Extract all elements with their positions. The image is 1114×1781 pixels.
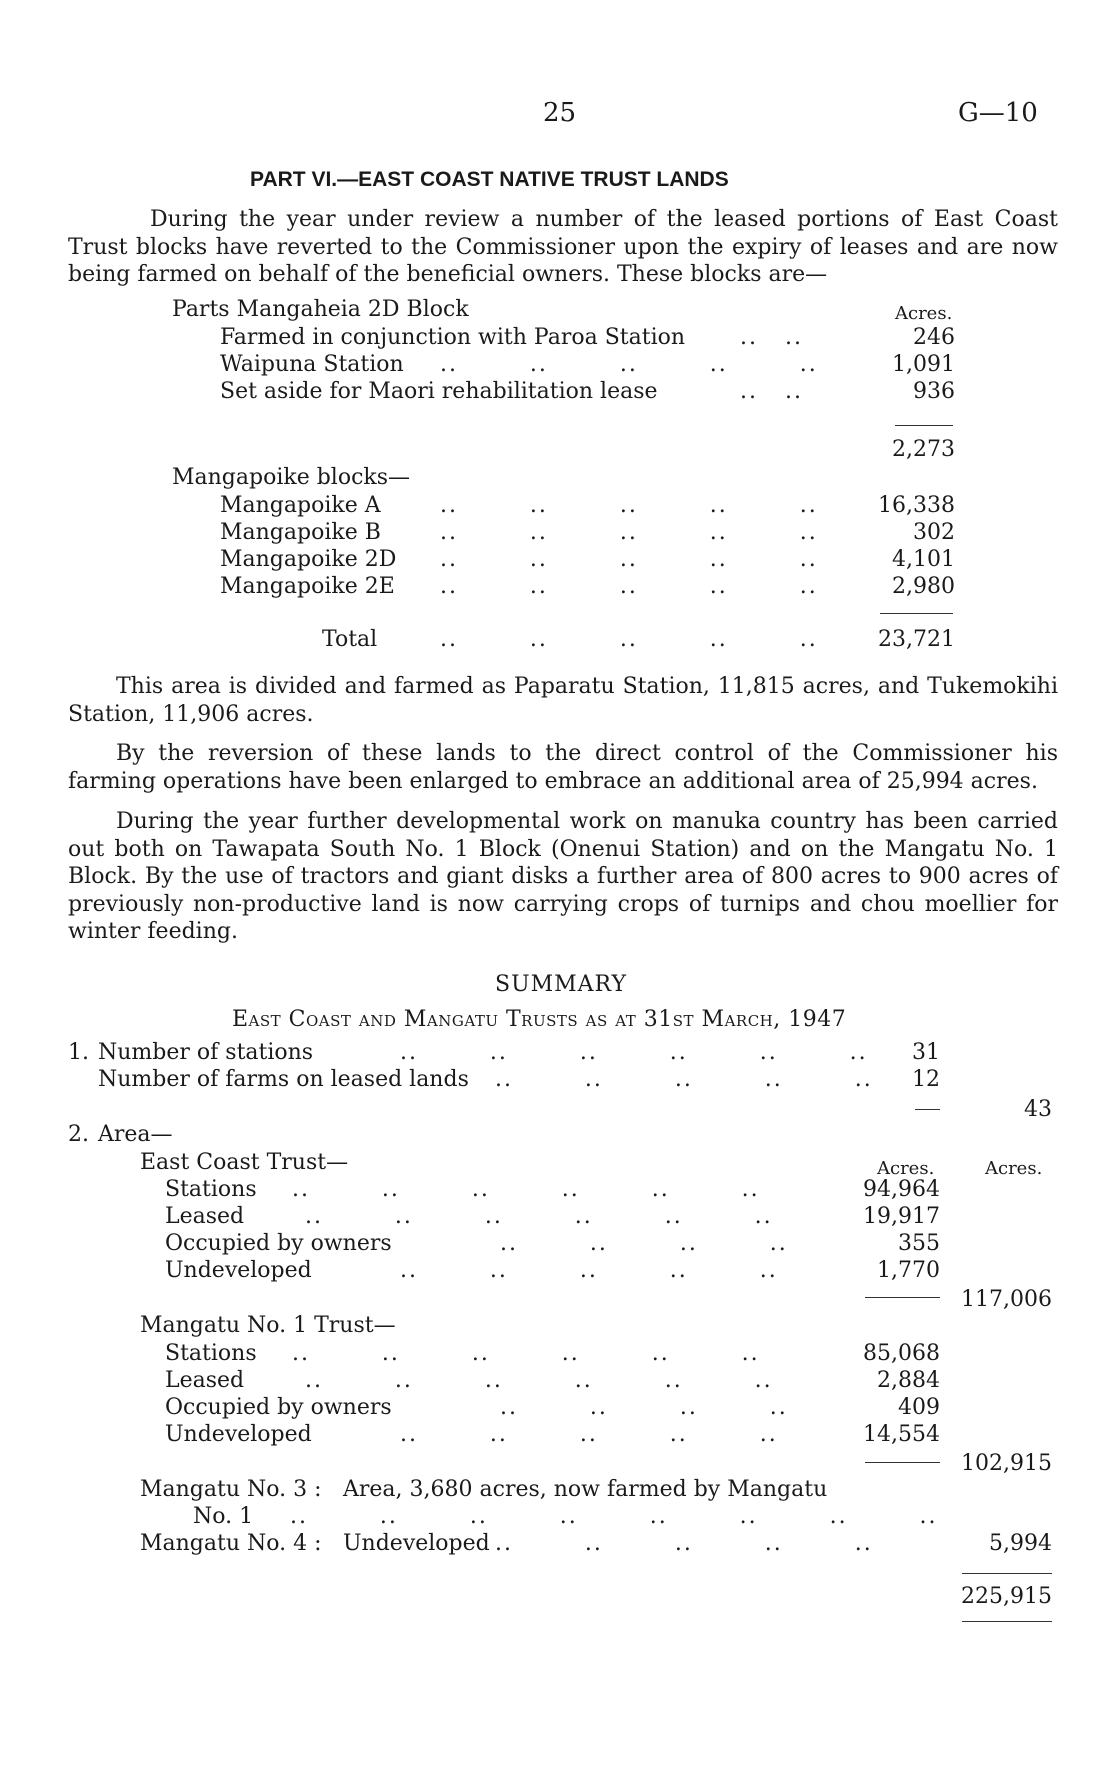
section-title: PART VI.—EAST COAST NATIVE TRUST LANDS xyxy=(250,168,729,191)
group1-row-label: Farmed in conjunction with Paroa Station xyxy=(220,325,686,350)
mangatu1-row-value: 14,554 xyxy=(863,1422,940,1447)
group2-row-label: Mangapoike A xyxy=(220,493,381,518)
item1-row-label: Number of stations xyxy=(98,1040,314,1065)
leader-dots: .. .. xyxy=(740,325,803,350)
mangatu1-row-label: Stations xyxy=(165,1341,257,1366)
subtotal-rule xyxy=(895,425,953,426)
east-coast-row-label: Leased xyxy=(165,1204,245,1229)
mangatu1-row-label: Undeveloped xyxy=(165,1422,312,1447)
leader-dots: .. .. .. .. .. .. xyxy=(305,1368,773,1393)
leader-dots: .. .. .. .. .. xyxy=(495,1531,873,1556)
group2-row-value: 16,338 xyxy=(878,493,955,518)
total-label: Total xyxy=(322,627,378,652)
leader-dots: .. .. .. .. xyxy=(500,1231,788,1256)
group2-row-label: Mangapoike 2E xyxy=(220,574,395,599)
summary-subheading: East Coast and Mangatu Trusts as at 31st March, 1947 xyxy=(232,1007,847,1032)
mangatu3-description: Area, 3,680 acres, now farmed by Mangatu xyxy=(343,1477,828,1502)
group2-row-label: Mangapoike B xyxy=(220,520,381,545)
item1-row-label: Number of farms on leased lands xyxy=(98,1067,469,1092)
col2-header: Acres. xyxy=(985,1158,1043,1179)
east-coast-total: 117,006 xyxy=(961,1287,1052,1312)
group2-row-value: 4,101 xyxy=(892,547,955,572)
mangatu4-description: Undeveloped xyxy=(343,1531,490,1556)
east-coast-row-value: 94,964 xyxy=(863,1177,940,1202)
subtotal-rule xyxy=(865,1297,940,1298)
group1-row-value: 246 xyxy=(913,325,955,350)
group1-row-value: 936 xyxy=(913,379,955,404)
item2-label: Area— xyxy=(98,1122,173,1147)
group2-row-value: 2,980 xyxy=(892,574,955,599)
summary-heading: SUMMARY xyxy=(495,972,627,997)
col1-header: Acres. xyxy=(877,1158,935,1179)
leader-dots: .. .. .. .. .. .. xyxy=(292,1341,760,1366)
leader-dots: .. .. xyxy=(740,379,803,404)
mangatu1-total: 102,915 xyxy=(961,1451,1052,1476)
leader-dots: .. .. .. .. .. .. xyxy=(292,1177,760,1202)
total-rule xyxy=(880,613,953,614)
mangatu1-row-label: Occupied by owners xyxy=(165,1395,392,1420)
grand-total: 225,915 xyxy=(961,1584,1052,1609)
leader-dots: .. .. .. .. .. xyxy=(440,627,818,652)
group2-heading: Mangapoike blocks— xyxy=(172,465,411,490)
group1-heading: Parts Mangaheia 2D Block xyxy=(172,297,469,322)
acres-header: Acres. xyxy=(895,303,953,324)
subtotal-rule xyxy=(865,1462,940,1463)
east-coast-row-value: 19,917 xyxy=(863,1204,940,1229)
east-coast-row-label: Undeveloped xyxy=(165,1258,312,1283)
east-coast-row-value: 1,770 xyxy=(877,1258,940,1283)
grand-total-rule xyxy=(962,1573,1052,1574)
mangatu4-label: Mangatu No. 4 : xyxy=(140,1531,322,1556)
item1-row-value: 31 xyxy=(912,1040,940,1065)
leader-dots: .. .. .. .. .. .. .. .. xyxy=(290,1504,938,1529)
leader-dots: .. .. .. .. .. xyxy=(440,493,818,518)
leader-dots: .. .. .. .. .. xyxy=(495,1067,873,1092)
east-coast-heading: East Coast Trust— xyxy=(140,1150,349,1175)
group2-row-label: Mangapoike 2D xyxy=(220,547,397,572)
leader-dots: .. .. .. .. .. xyxy=(400,1258,778,1283)
mangatu1-row-value: 409 xyxy=(898,1395,940,1420)
page-number: 25 xyxy=(543,98,577,128)
group1-row-value: 1,091 xyxy=(892,352,955,377)
mangatu3-label: Mangatu No. 3 : xyxy=(140,1477,322,1502)
paragraph: By the reversion of these lands to the direct control of the Commissioner his farming operations have been enlarged to embrace an additional area of 25,994 acres. xyxy=(68,741,1058,794)
leader-dots: .. .. .. .. .. .. xyxy=(400,1040,868,1065)
item-number: 2. xyxy=(68,1122,89,1147)
blocks-total: 23,721 xyxy=(878,627,955,652)
mangatu1-row-value: 85,068 xyxy=(863,1341,940,1366)
paragraph: This area is divided and farmed as Paparatu Station, 11,815 acres, and Tukemokihi Station, 11,906 acres. xyxy=(68,674,1058,727)
document-reference: G—10 xyxy=(958,98,1038,128)
leader-dots: .. .. .. .. .. xyxy=(440,547,818,572)
mangatu4-value: 5,994 xyxy=(989,1531,1052,1556)
leader-dots: .. .. .. .. .. xyxy=(440,352,818,377)
intro-paragraph: During the year under review a number of the leased portions of East Coast Trust blocks have reverted to the Commissioner upon the expiry of leases and are now being farmed on behalf of the beneficial owners. These blocks are— xyxy=(68,207,1058,287)
group1-subtotal: 2,273 xyxy=(892,437,955,462)
item1-row-value: 12 xyxy=(912,1067,940,1092)
mangatu1-heading: Mangatu No. 1 Trust— xyxy=(140,1313,396,1338)
leader-dots: .. .. .. .. .. xyxy=(440,520,818,545)
east-coast-row-value: 355 xyxy=(898,1231,940,1256)
leader-dots: .. .. .. .. .. .. xyxy=(305,1204,773,1229)
group2-row-value: 302 xyxy=(913,520,955,545)
subtotal-rule xyxy=(915,1109,940,1110)
leader-dots: .. .. .. .. xyxy=(500,1395,788,1420)
leader-dots: .. .. .. .. .. xyxy=(440,574,818,599)
item-number: 1. xyxy=(68,1040,89,1065)
mangatu1-row-label: Leased xyxy=(165,1368,245,1393)
east-coast-row-label: Stations xyxy=(165,1177,257,1202)
group1-row-label: Set aside for Maori rehabilitation lease xyxy=(220,379,658,404)
mangatu1-row-value: 2,884 xyxy=(877,1368,940,1393)
group1-row-label: Waipuna Station xyxy=(220,352,404,377)
grand-total-underline xyxy=(962,1621,1052,1622)
leader-dots: .. .. .. .. .. xyxy=(400,1422,778,1447)
mangatu3-description-cont: No. 1 xyxy=(193,1504,254,1529)
item1-total: 43 xyxy=(1024,1097,1052,1122)
east-coast-row-label: Occupied by owners xyxy=(165,1231,392,1256)
paragraph: During the year further developmental work on manuka country has been carried out both on Tawapata South No. 1 Block (Onenui Station) and on the Mangatu No. 1 Block. By the use of tractors and giant disks a further area of 800 acres to 900 acres of previously non-productive land is now carrying crops of turnips and chou moellier for winter feeding. xyxy=(68,809,1058,944)
